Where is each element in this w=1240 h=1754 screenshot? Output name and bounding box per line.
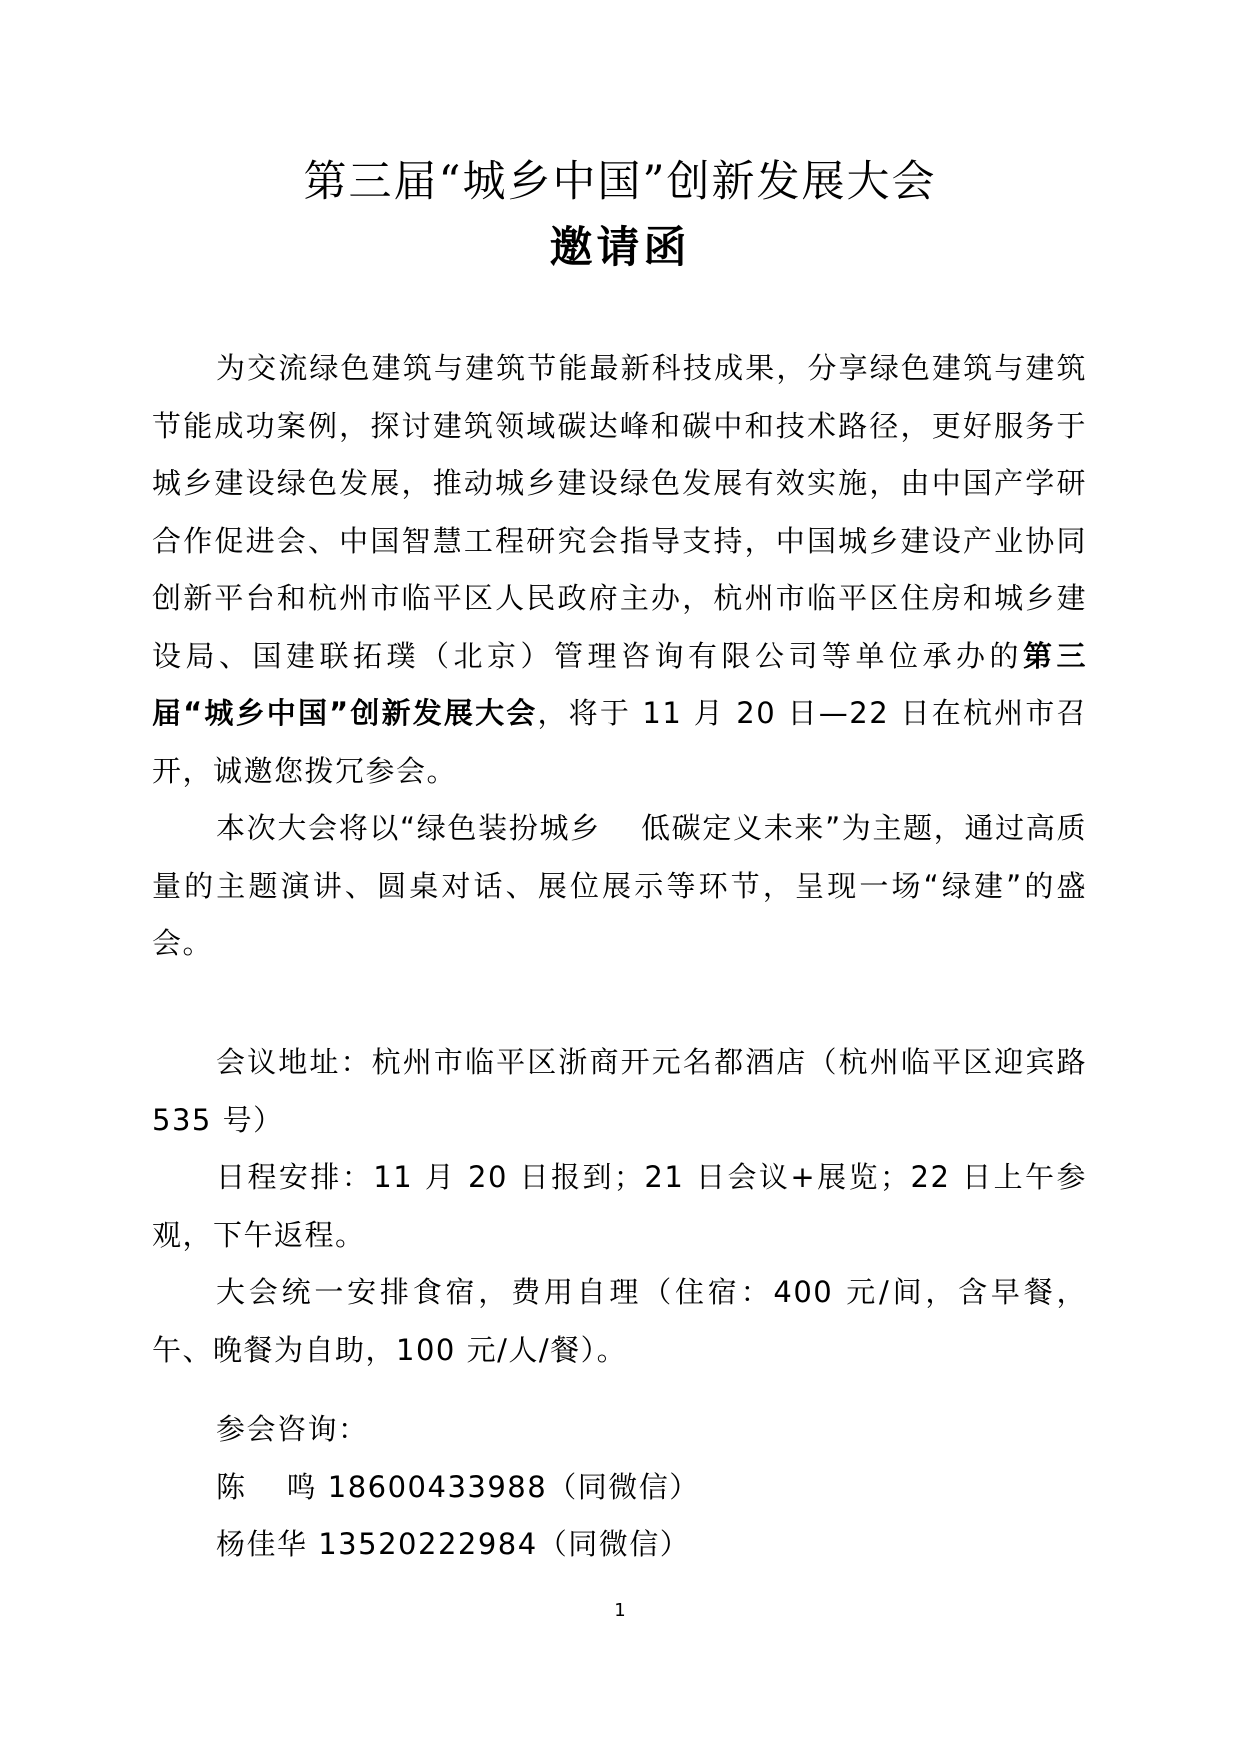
contact-heading: 参会咨询： bbox=[216, 1412, 369, 1446]
document-subtitle: 邀请函 bbox=[549, 223, 691, 273]
contact-note: （同微信） bbox=[537, 1527, 691, 1561]
contacts-section bbox=[216, 1401, 1151, 1574]
schedule-paragraph: 日程安排：11 月 20 日报到；21 日会议+展览；22 日上午参观，下午返程。 bbox=[152, 1160, 1087, 1252]
contact-note: （同微信） bbox=[547, 1469, 700, 1504]
intro-paragraph bbox=[152, 340, 1087, 800]
contact-name-part1: 陈 bbox=[216, 1469, 247, 1504]
contact-phone: 13520222984 bbox=[318, 1527, 538, 1561]
intro-text-part1: 为交流绿色建筑与建筑节能最新科技成果，分享绿色建筑与建筑节能成功案例，探讨建筑领域碳达峰和碳中和技术路径，更好服务于城乡建设绿色发展，推动城乡建设绿色发展有效实施，由中国产学研合作促进会、中国智慧工程研究会指导支持，中国城乡建设产业协同创新平台和杭州市临平区人民政府主办，杭州市临平区住房和城乡建设局、国建联拓璞（北京）管理咨询有限公司等单位承办的 bbox=[152, 351, 1087, 673]
logistics-section bbox=[152, 1034, 1087, 1379]
contact-phone: 18600433988 bbox=[327, 1469, 548, 1504]
conference-name-bold: 第三届“城乡中国”创新发展大会 bbox=[152, 638, 1087, 730]
venue-paragraph: 会议地址：杭州市临平区浙商开元名都酒店（杭州临平区迎宾路 535 号） bbox=[152, 1045, 1087, 1137]
theme-text-part2: 低碳定义未来”为主题，通过高质量的主题演讲、圆桌对话、展位展示等环节，呈现一场“绿建”的盛会。 bbox=[152, 811, 1087, 960]
contact-item bbox=[216, 1459, 1151, 1517]
accommodation-paragraph: 大会统一安排食宿，费用自理（住宿：400 元/间，含早餐，午、晚餐为自助，100 元/人/餐）。 bbox=[152, 1275, 1087, 1367]
contact-name: 杨佳华 bbox=[216, 1527, 308, 1561]
page-number: 1 bbox=[614, 1600, 626, 1621]
theme-paragraph bbox=[152, 800, 1087, 973]
theme-text-part1: 本次大会将以“绿色装扮城乡 bbox=[216, 811, 601, 845]
contact-item bbox=[216, 1516, 1151, 1574]
document-title: 第三届“城乡中国”创新发展大会 bbox=[303, 157, 937, 207]
intro-text-part2: ，将于 11 月 20 日—22 日在杭州市召开，诚邀您拨冗参会。 bbox=[152, 696, 1088, 788]
contact-name-part2: 鸣 bbox=[286, 1469, 318, 1504]
intro-section bbox=[152, 340, 1087, 973]
